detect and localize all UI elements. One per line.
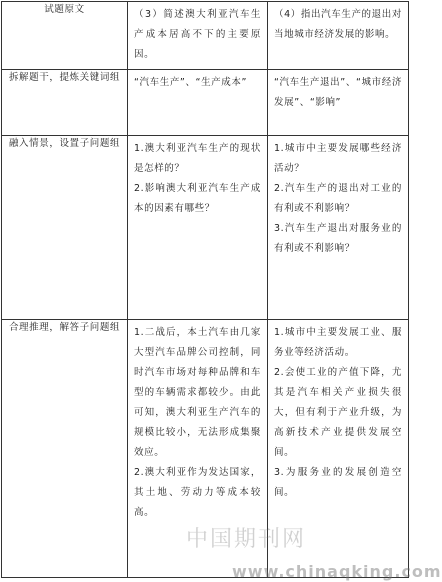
table-cell	[128, 70, 268, 136]
analysis-table	[1, 1, 409, 578]
table-cell	[268, 2, 409, 70]
table-row	[2, 320, 409, 578]
table-cell	[128, 320, 268, 578]
table-cell	[128, 2, 268, 70]
cell-paragraph: 1.二战后，本土汽车由几家大型汽车品牌公司控制，同时汽车市场对每种品牌和车型的车辆需求都较少。由此可知，澳大利亚生产汽车的规模比较小，无法形成集聚效应。	[134, 327, 261, 458]
cell-paragraph: 2.影响澳大利亚汽车生产成本的因素有哪些？	[134, 183, 261, 214]
table-row	[2, 2, 409, 70]
cell-paragraph: 2.会使工业的产值下降，尤其是汽车相关产业损失很大，但有利于产业升级，为高新技术产业提供发展空间。	[274, 367, 402, 458]
cell-text	[128, 70, 267, 95]
table-cell	[128, 136, 268, 320]
watermark-text: 中国期刊网	[186, 527, 307, 552]
row-label-cell	[2, 136, 128, 320]
table-cell	[268, 70, 409, 136]
table-row	[2, 70, 409, 136]
row-label-cell	[2, 320, 128, 578]
cell-paragraph: 1.澳大利亚汽车生产的现状是怎样的？	[134, 143, 261, 174]
cell-paragraph: （4）指出汽车生产的退出对当地城市经济发展的影响。	[274, 9, 402, 40]
cell-text	[128, 136, 267, 221]
watermark-url: www.chinaqking.com	[232, 562, 442, 581]
cell-paragraph: 3.为服务业的发展创造空间。	[274, 467, 402, 498]
cell-paragraph: 2.汽车生产的退出对工业的有利或不利影响？	[274, 183, 402, 214]
row-label: 拆解题干，提炼关键词组	[8, 72, 121, 83]
row-label: 合理推理，解答子问题组	[8, 322, 121, 333]
table-cell	[268, 320, 409, 578]
cell-paragraph: “汽车生产退出”、“城市经济发展”、“影响”	[274, 77, 402, 108]
cell-text	[268, 320, 408, 505]
cell-text	[128, 2, 267, 67]
cell-text	[268, 70, 408, 115]
row-label: 试题原文	[44, 4, 85, 15]
cell-paragraph: 3.汽车生产退出对服务业的有利或不利影响？	[274, 223, 402, 254]
cell-paragraph: （3）简述澳大利亚汽车生产成本居高不下的主要原因。	[134, 9, 261, 60]
row-label-cell	[2, 70, 128, 136]
row-label: 融入情景，设置子问题组	[8, 138, 121, 149]
cell-paragraph: 1.城市中主要发展哪些经济活动？	[274, 143, 402, 174]
cell-text	[268, 2, 408, 47]
cell-paragraph: 2.澳大利亚作为发达国家，其土地、劳动力等成本较高。	[134, 467, 261, 518]
cell-text	[128, 320, 267, 525]
cell-text	[268, 136, 408, 261]
table-cell	[268, 136, 409, 320]
cell-paragraph: 1.城市中主要发展工业、服务业等经济活动。	[274, 327, 402, 358]
table-row	[2, 136, 409, 320]
cell-paragraph: “汽车生产”、“生产成本”	[134, 77, 247, 88]
row-label-cell	[2, 2, 128, 70]
